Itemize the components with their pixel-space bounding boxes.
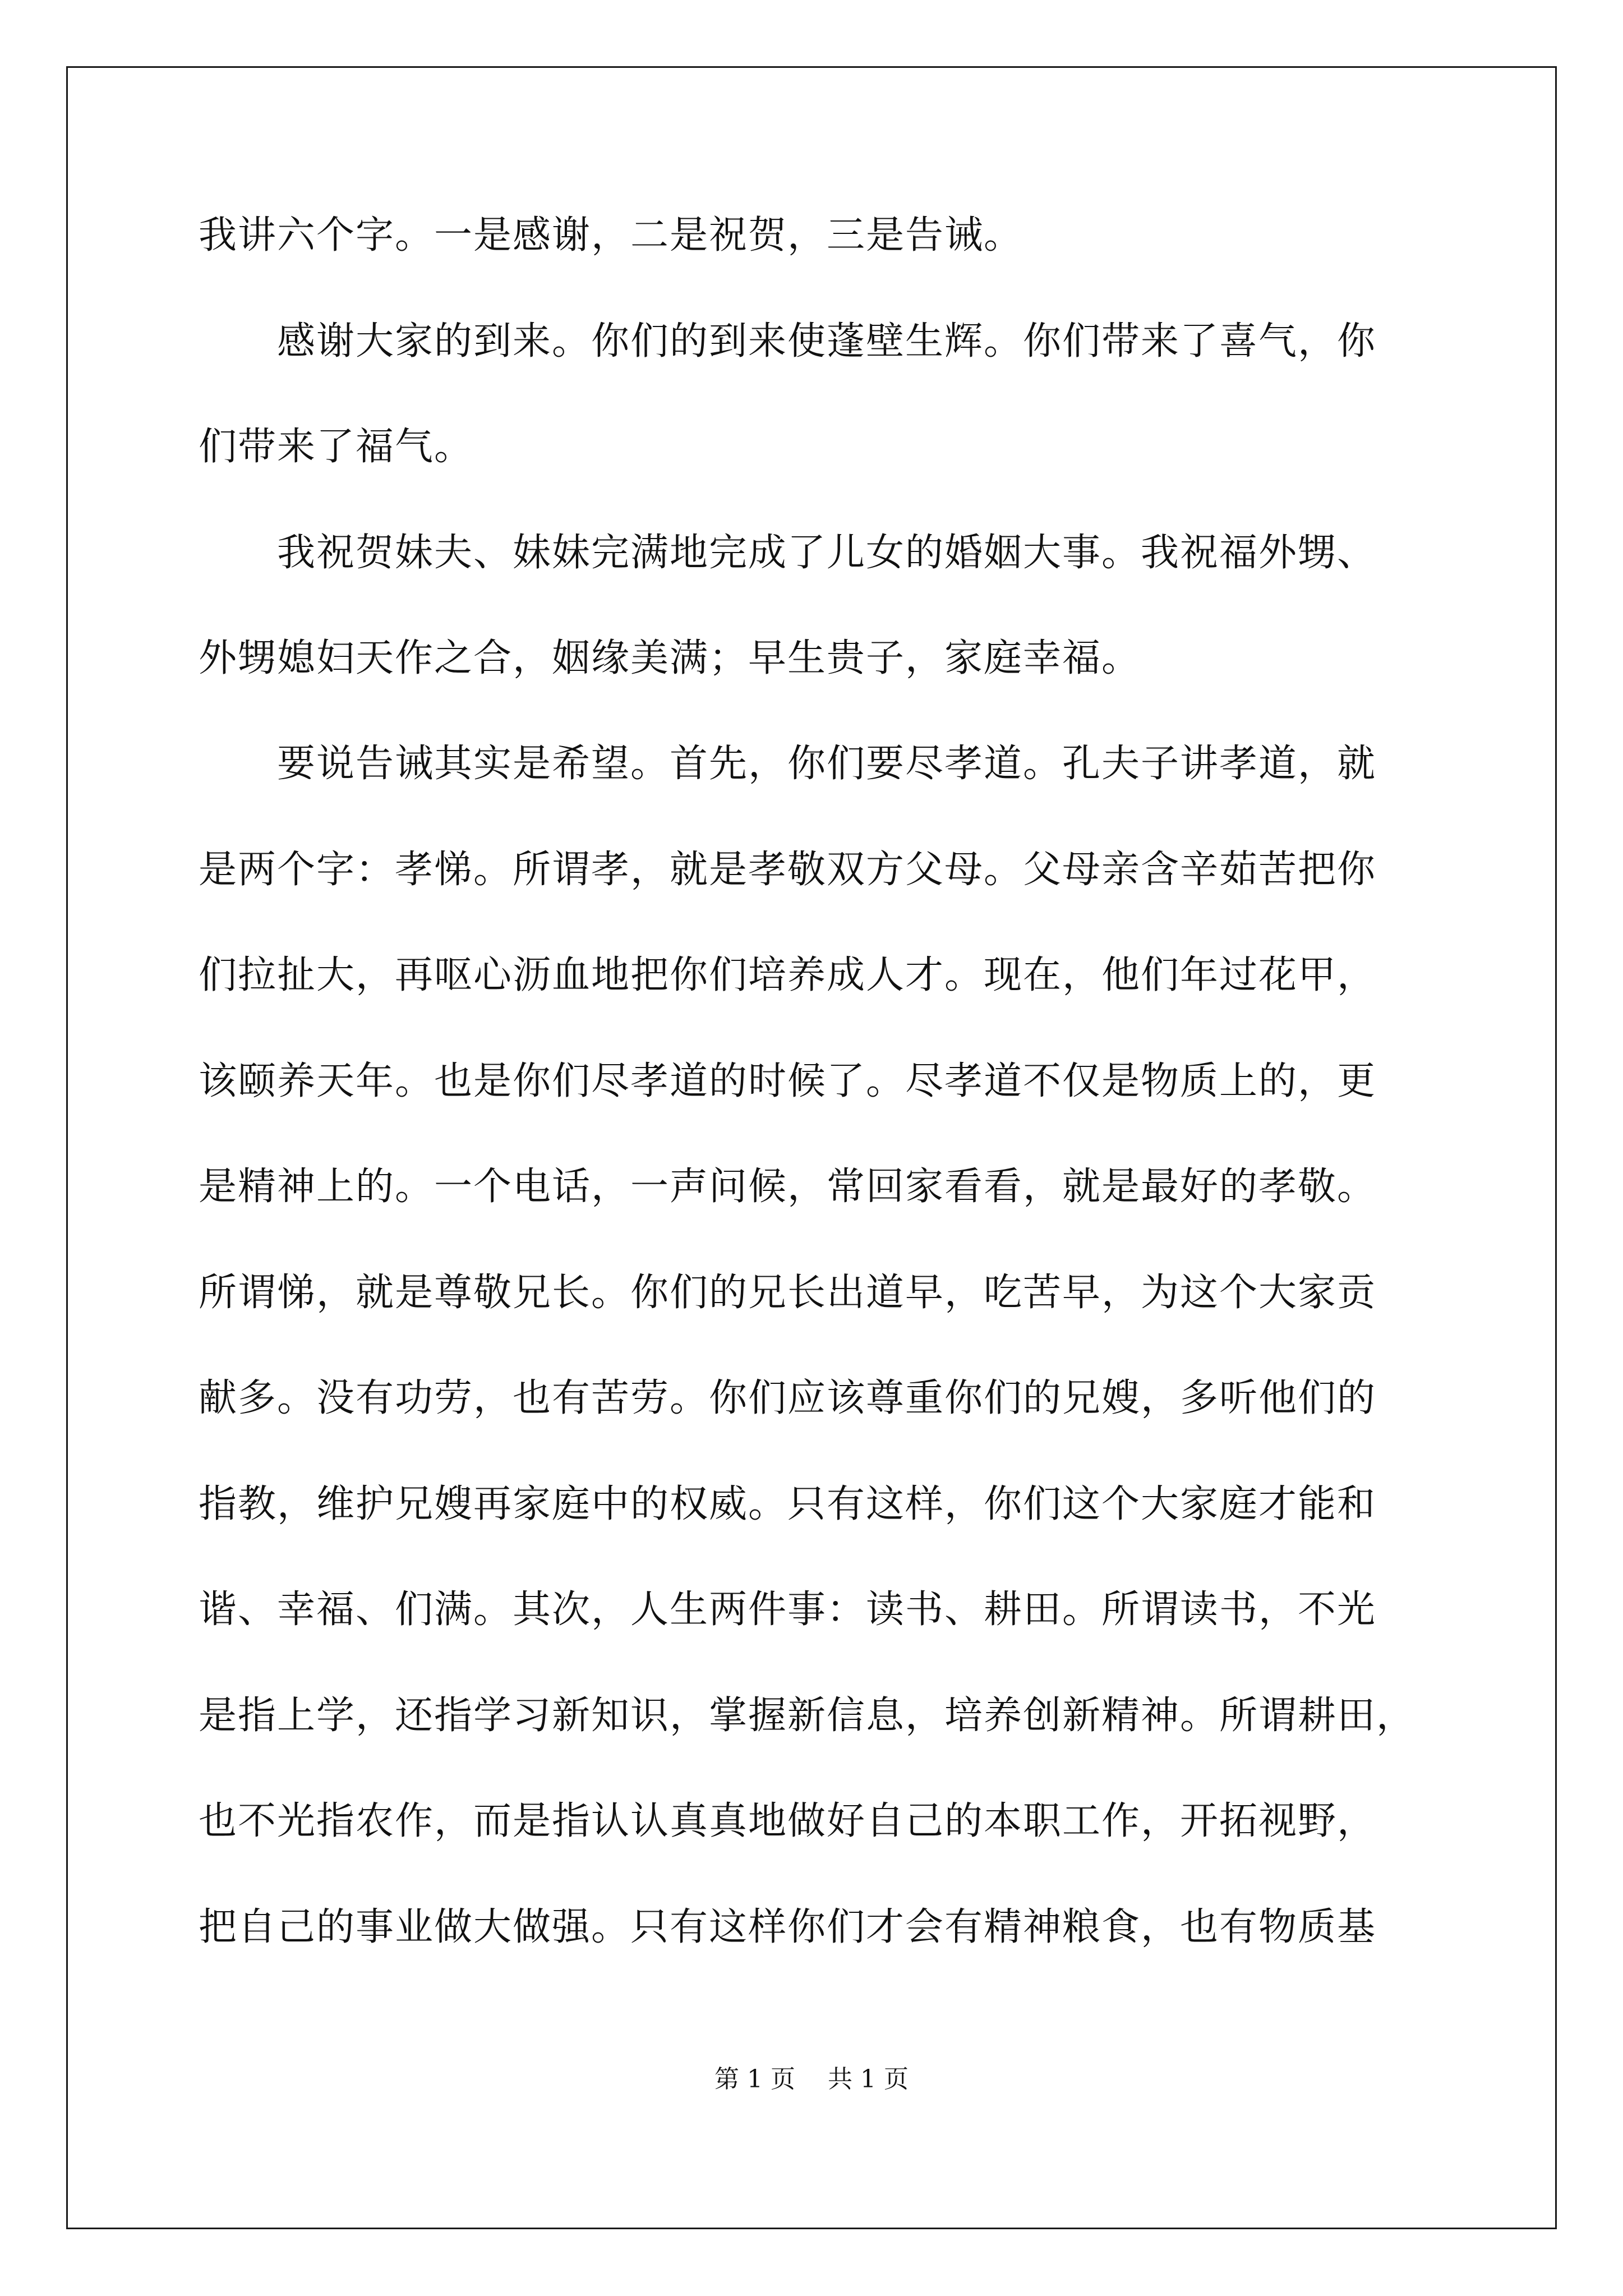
- text-line: 们带来了福气。: [199, 425, 474, 469]
- text-line: 指教，维护兄嫂再家庭中的权威。只有这样，你们这个大家庭才能和: [199, 1482, 1377, 1526]
- page-number-footer: 第 1 页 共 1 页: [714, 2065, 909, 2093]
- text-line: 也不光指农作，而是指认认真真地做好自己的本职工作，开拓视野，: [199, 1799, 1377, 1843]
- text-line: 谐、幸福、们满。其次，人生两件事：读书、耕田。所谓读书，不光: [199, 1588, 1377, 1632]
- text-line: 们拉扯大，再呕心沥血地把你们培养成人才。现在，他们年过花甲，: [199, 953, 1377, 997]
- text-line: 该颐养天年。也是你们尽孝道的时候了。尽孝道不仅是物质上的，更: [199, 1059, 1377, 1103]
- text-line: 是精神上的。一个电话，一声问候，常回家看看，就是最好的孝敬。: [199, 1165, 1377, 1209]
- text-line: 外甥媳妇天作之合，姻缘美满；早生贵子，家庭幸福。: [199, 636, 1141, 680]
- text-line: 我祝贺妹夫、妹妹完满地完成了儿女的婚姻大事。我祝福外甥、: [199, 531, 1377, 575]
- text-line: 是指上学，还指学习新知识，掌握新信息，培养创新精神。所谓耕田，: [199, 1694, 1416, 1738]
- text-line: 我讲六个字。一是感谢，二是祝贺，三是告诫。: [199, 213, 1023, 257]
- text-line: 要说告诫其实是希望。首先，你们要尽孝道。孔夫子讲孝道，就: [199, 742, 1377, 786]
- text-line: 把自己的事业做大做强。只有这样你们才会有精神粮食，也有物质基: [199, 1905, 1377, 1949]
- text-line: 献多。没有功劳，也有苦劳。你们应该尊重你们的兄嫂，多听他们的: [199, 1376, 1377, 1420]
- text-line: 是两个字：孝悌。所谓孝，就是孝敬双方父母。父母亲含辛茹苦把你: [199, 848, 1377, 892]
- text-line: 所谓悌，就是尊敬兄长。你们的兄长出道早，吃苦早，为这个大家贡: [199, 1271, 1377, 1315]
- text-line: 感谢大家的到来。你们的到来使蓬壁生辉。你们带来了喜气，你: [199, 319, 1377, 364]
